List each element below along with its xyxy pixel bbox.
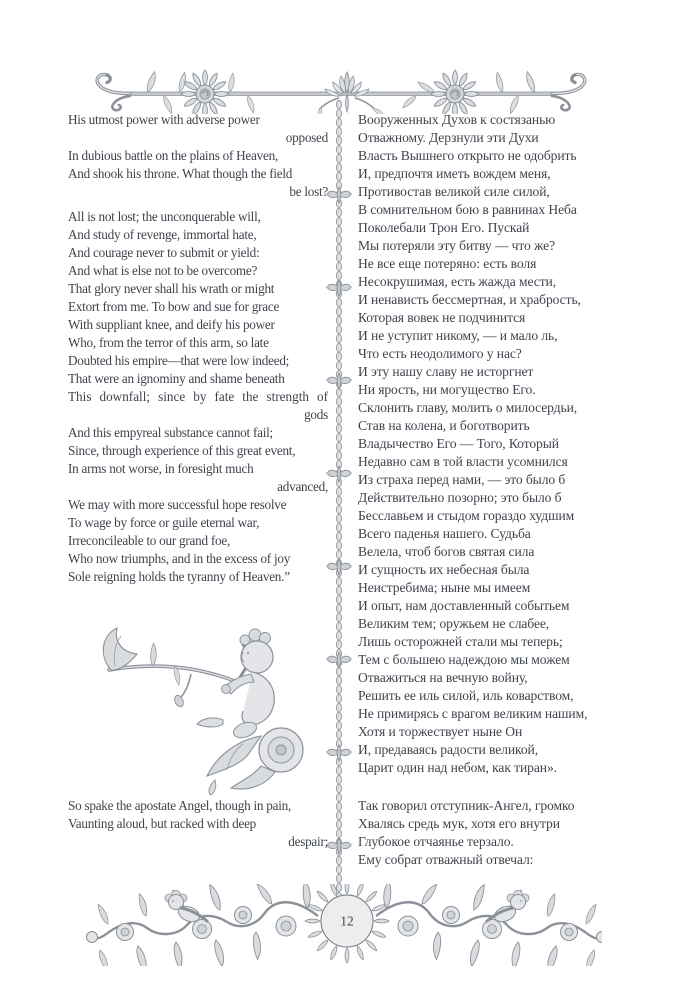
- poem-line: Отважиться на вечную войну,: [358, 670, 528, 685]
- poem-line: despair;: [288, 834, 328, 849]
- poem-line: That glory never shall his wrath or might: [68, 281, 275, 296]
- poem-line: Irreconcileable to our grand foe,: [68, 533, 231, 548]
- poem-line: With suppliant knee, and deify his power: [68, 317, 275, 332]
- poem-line: Так говорил отступник-Ангел, громко: [358, 798, 575, 813]
- footer-ornament: [80, 884, 602, 966]
- poem-line: Противостав великой силе силой,: [358, 184, 550, 199]
- poem-line: Поколебали Трон Его. Пускай: [358, 220, 530, 235]
- poem-line: opposed: [285, 130, 328, 145]
- poem-line: Бесславьем и стыдом гораздо худшим: [358, 508, 575, 523]
- right-rosette-icon: [431, 70, 479, 114]
- poem-line: And courage never to submit or yield:: [68, 245, 260, 260]
- poem-line: So spake the apostate Angel, though in pain,: [68, 798, 292, 813]
- poem-line: Всего паденья нашего. Судьба: [358, 526, 531, 541]
- poem-line: In arms not worse, in foresight much: [68, 461, 254, 476]
- poem-line: Несокрушимая, есть жажда мести,: [358, 274, 557, 289]
- poem-line: And what is else not to be overcome?: [68, 263, 258, 278]
- poem-line: И эту нашу славу не исторгнет: [358, 364, 534, 379]
- poem-line: And shook his throne. What though the field: [68, 166, 293, 181]
- poem-line: Отважному. Дерзнули эти Духи: [358, 130, 539, 145]
- poem-line: И, предпочтя иметь вождем меня,: [358, 166, 551, 181]
- poem-line: In dubious battle on the plains of Heaven,: [68, 148, 278, 163]
- poem-line: Склонить главу, молить о милосердьи,: [358, 400, 578, 415]
- poem-line: Since, through experience of this great event,: [68, 443, 296, 458]
- poem-line: Хвалясь средь мук, хотя его внутри: [358, 816, 560, 831]
- russian-translation-column: [358, 111, 626, 869]
- column-divider-ornament: [325, 100, 353, 895]
- poem-line: Тем с большею надеждою мы можем: [358, 652, 570, 667]
- poem-line: Велела, чтоб богов святая сила: [358, 544, 535, 559]
- poem-line: Действительно позорно; это было б: [358, 490, 562, 505]
- left-rosette-icon: [181, 70, 229, 114]
- poem-line: His utmost power with adverse power: [68, 112, 260, 127]
- putto-figure: [222, 629, 275, 741]
- poem-line: Царит один над небом, как тиран».: [358, 760, 557, 775]
- poem-line: Sole reigning holds the tyranny of Heaven.”: [68, 569, 290, 584]
- poem-line: Власть Вышнего открыто не одобрить: [358, 148, 577, 163]
- poem-line: И ненависть бессмертная, и храбрость,: [358, 292, 581, 307]
- poem-line: Недавно сам в той власти усомнился: [358, 454, 568, 469]
- page-number-badge: [305, 884, 389, 963]
- poem-line: And this empyreal substance cannot fail;: [68, 425, 273, 440]
- poem-line: be lost?: [289, 184, 328, 199]
- poem-line: Став на колена, и боготворить: [358, 418, 530, 433]
- poem-line: Who now triumphs, and in the excess of joy: [68, 551, 291, 566]
- poem-line: Вооруженных Духов к состязанью: [358, 112, 556, 127]
- cherub-illustration: [95, 624, 323, 796]
- footer-right-scrollwork: [375, 884, 602, 966]
- poem-line: Великим тем; оружьем не слабее,: [358, 616, 550, 631]
- poem-line: Неистребима; ныне мы имеем: [358, 580, 531, 595]
- poem-line: To wage by force or guile eternal war,: [68, 515, 260, 530]
- poem-line: Extort from me. To bow and sue for grace: [68, 299, 280, 314]
- english-text-column: [68, 111, 328, 586]
- poem-line: Ему собрат отважный отвечал:: [358, 852, 534, 867]
- english-closing-paragraph: [68, 797, 328, 851]
- poem-line: Решить ее иль силой, иль коварством,: [358, 688, 574, 703]
- poem-line: That were an ignominy and shame beneath: [68, 371, 285, 386]
- poem-line: And study of revenge, immortal hate,: [68, 227, 257, 242]
- english-stanza-2: [68, 208, 328, 586]
- footer-left-scrollwork: [87, 884, 320, 966]
- english-stanza-1: [68, 111, 328, 201]
- poem-line: Не примирясь с врагом великим нашим,: [358, 706, 588, 721]
- poem-line: We may with more successful hope resolve: [68, 497, 287, 512]
- poem-line: И опыт, нам доставленный событьем: [358, 598, 570, 613]
- poem-line: Vaunting aloud, but racked with deep: [68, 816, 257, 831]
- poem-line: gods: [304, 407, 328, 422]
- poem-line: Хотя и торжествует ныне Он: [358, 724, 523, 739]
- poem-line: Мы потеряли эту битву — что же?: [358, 238, 556, 253]
- poem-line: Doubted his empire—that were low indeed;: [68, 353, 290, 368]
- poem-line: И не уступит никому, — и мало ль,: [358, 328, 558, 343]
- poem-line: advanced,: [277, 479, 328, 494]
- poem-line: Ни ярость, ни могущество Его.: [358, 382, 536, 397]
- poem-line: Лишь осторожней стали мы теперь;: [358, 634, 563, 649]
- russian-closing-paragraph: [358, 797, 626, 869]
- poem-line: Из страха перед нами, — это было б: [358, 472, 566, 487]
- poem-line: Не все еще потеряно: есть воля: [358, 256, 537, 271]
- russian-stanza-1: [358, 111, 626, 777]
- poem-line: All is not lost; the unconquerable will,: [68, 209, 261, 224]
- poem-line: Что есть неодолимого у нас?: [358, 346, 522, 361]
- poem-line: Глубокое отчаянье терзало.: [358, 834, 514, 849]
- poem-line: Who, from the terror of this arm, so late: [68, 335, 269, 350]
- poem-line: И, предаваясь радости великой,: [358, 742, 538, 757]
- poem-line: И сущность их небесная была: [358, 562, 530, 577]
- page-number: 12: [340, 913, 354, 929]
- poem-line: This downfall; since by fate the strength of: [68, 389, 328, 404]
- poem-line: Которая вовек не подчинится: [358, 310, 526, 325]
- poem-line: Владычество Его — Того, Который: [358, 436, 559, 451]
- poem-line: В сомнительном бою в равнинах Неба: [358, 202, 577, 217]
